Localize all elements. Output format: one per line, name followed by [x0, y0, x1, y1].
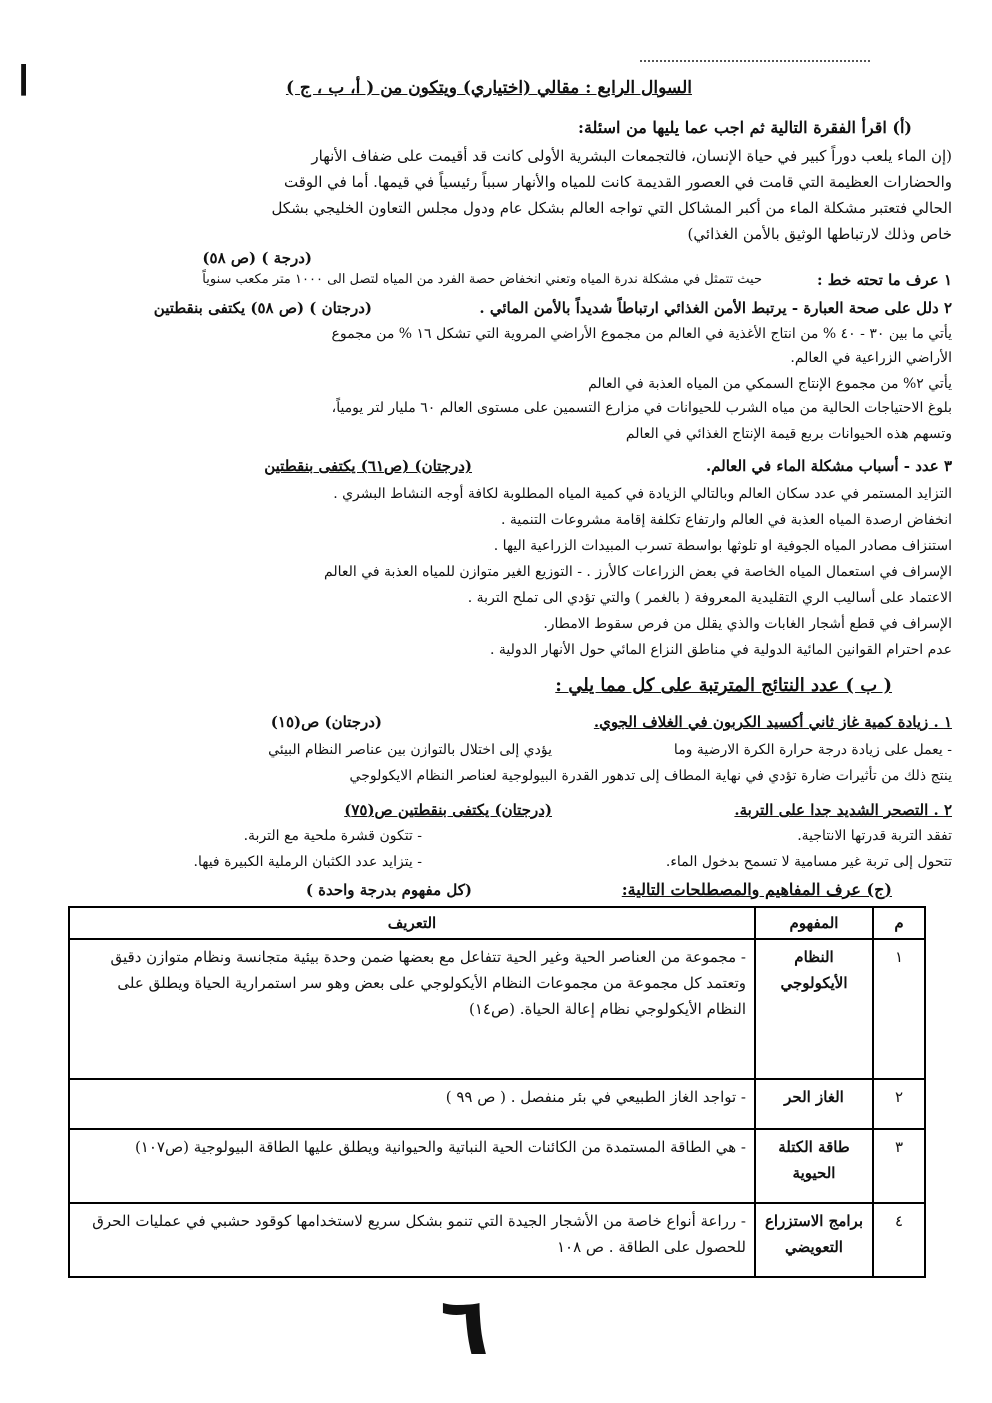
row-number: ٤ [873, 1203, 925, 1277]
b2-text: ٢ . التصحر الشديد جدا على التربة. [734, 801, 952, 819]
b2-answer: تتحول إلى تربة غير مسامية لا تسمح بدخول الماء. [665, 854, 952, 870]
q1-answer: حيث تتمثل في مشكلة ندرة المياه وتعني انخفاض حصة الفرد من المياه لتصل الى ١٠٠٠ متر مكعب سنوياً [202, 272, 762, 287]
b2-answer: - تتكون قشرة ملحية مع التربة. [243, 828, 422, 844]
table-row [69, 1129, 925, 1203]
q3-mark: (درجتان) (ص٦١) يكتفى بنقطتين [264, 457, 472, 475]
row-number: ٣ [873, 1129, 925, 1203]
row-number: ٢ [873, 1079, 925, 1129]
b2-answer: تفقد التربة قدرتها الانتاجية. [797, 828, 952, 844]
row-concept: الغاز الحر [755, 1079, 873, 1129]
row-definition: - رراعة أنواع خاصة من الأشجار الجيدة التي تنمو بشكل سريع لاستخدامها كوقود حشبي في عمليات الحرق للحصول على الطاقة . ص ١٠٨ [69, 1203, 755, 1277]
table-row [69, 939, 925, 1079]
page-number: ٦ [440, 1280, 489, 1373]
b1-answer: ينتج ذلك من تأثيرات ضارة تؤدي في نهاية المطاف إلى تدهور القدرة البيولوجية لعناصر النظام الايكولوجي [349, 768, 952, 784]
row-number: ١ [873, 939, 925, 1079]
row-concept: برامج الاستزراع التعويضي [755, 1203, 873, 1277]
q3-answer: الاعتماد على أساليب الري التقليدية المعروفة ( بالغمر ) والتي تؤدي الى تملح التربة . [467, 590, 952, 606]
paragraph-line: الحالي فتعتبر مشكلة الماء من أكبر المشاكل التي تواجه العالم بشكل عام ودول مجلس التعاون الخليجي بشكل [271, 199, 952, 217]
col-header-definition: التعريف [69, 907, 755, 939]
b1-answer: - يعمل على زيادة درجة حرارة الكرة الارضية وما [673, 742, 952, 758]
paragraph-line: والحضارات العظيمة التي قامت في العصور القديمة كانت للمياه والأنهار سبباً رئيسياً في قيمها. أما في الوقت [284, 173, 952, 191]
b2-mark: (درجتان) يكتفى بنقطتين ص(٧٥) [344, 801, 552, 819]
b1-text: ١ . زيادة كمية غاز ثاني أكسيد الكربون في الغلاف الجوي. [593, 713, 952, 731]
col-header-concept: المفهوم [755, 907, 873, 939]
table-header-row [69, 907, 925, 939]
q3-text: ٣ عدد - أسباب مشكلة الماء في العالم. [705, 457, 952, 475]
row-definition: - مجموعة من العناصر الحية وغير الحية تتفاعل مع بعضها ضمن وحدة بيئية متجانسة ونظام متوازن دقيق وتعتمد كل مجموعة من مجموعات النظام الأيكولوجي على بعض وهو سر استمرارية الحياة ويطلق على النظام الأيكولوجي نظام إعالة الحياة. (ص١٤) [69, 939, 755, 1079]
paragraph-line: خاص وذلك لارتباطها الوثيق بالأمن الغذائي) [687, 225, 952, 243]
paragraph-line: (إن الماء يلعب دوراً كبير في حياة الإنسان، فالتجمعات البشرية الأولى كانت قد أقيمت على ضفاف الأنهار [311, 147, 952, 165]
q3-answer: عدم احترام القوانين المائية الدولية في مناطق النزاع المائي حول الأنهار الدولية . [490, 642, 952, 658]
row-concept: طاقة الكتلة الحيوية [755, 1129, 873, 1203]
col-header-number: م [873, 907, 925, 939]
q2-answer: وتسهم هذه الحيوانات بربع قيمة الإنتاج الغذائي في العالم [625, 426, 952, 442]
q3-answer: الإسراف في استعمال المياه الخاصة في بعض الزراعات كالأرز . - التوزيع الغير متوازن للمياه العذبة في العالم [324, 564, 952, 580]
definitions-table [68, 906, 926, 1278]
q1-text: ١ عرف ما تحته خط : [816, 271, 952, 289]
question-title: السوال الرابع : مقالي (اختياري) ويتكون من ( أ، ب ، ج ) [285, 78, 692, 98]
q2-mark: (درجتان ) (ص ٥٨) يكتفى بنقطتين [153, 299, 372, 317]
section-a-prompt: (أ) اقرأ الفقرة التالية ثم اجب عما يليها من اسئلة: [578, 118, 912, 137]
section-b-title: ( ب ) عدد النتائج المترتبة على كل مما يلي : [555, 675, 892, 696]
scan-noise-divider [640, 60, 870, 62]
q2-answer: يأتي ٢% من مجموع الإنتاج السمكي من المياه العذبة في العالم [588, 376, 952, 392]
table-row [69, 1079, 925, 1129]
row-concept: النظام الأيكولوجي [755, 939, 873, 1079]
b1-answer: يؤدي إلى اختلال بالتوازن بين عناصر النظام البيئي [268, 742, 552, 758]
q1-mark: (درجة ) (ص ٥٨) [202, 249, 312, 267]
b2-answer: - يتزايد عدد الكثبان الرملية الكبيرة فيها. [193, 854, 422, 870]
section-c-mark: (كل مفهوم بدرجة واحدة ) [305, 881, 472, 899]
q2-answer: يأتي ما بين ٣٠ - ٤٠ % من انتاج الأغذية في العالم من مجموع الأراضي المروية التي تشكل ١٦ % من مجموع [331, 326, 952, 342]
row-definition: - تواجد الغاز الطبيعي في بئر منفصل . ( ص ٩٩ ) [69, 1079, 755, 1129]
margin-mark: ا [18, 58, 30, 105]
q3-answer: انخفاض ارصدة المياه العذبة في العالم وارتفاع تكلفة إقامة مشروعات التنمية . [501, 512, 952, 528]
b1-mark: (درجتان) ص(١٥) [270, 713, 382, 731]
q2-text: ٢ دلل على صحة العبارة - يرتبط الأمن الغذائي ارتباطاً شديداً بالأمن المائي . [479, 299, 952, 317]
q3-answer: التزايد المستمر في عدد سكان العالم وبالتالي الزيادة في كمية المياه المطلوبة لكافة أوجه النشاط البشري . [333, 486, 952, 502]
table-row [69, 1203, 925, 1277]
row-definition: - هي الطاقة المستمدة من الكائنات الحية النباتية والحيوانية ويطلق عليها الطاقة البيولوجية (ص١٠٧) [69, 1129, 755, 1203]
q3-answer: الإسراف في قطع أشجار الغابات والذي يقلل من فرص سقوط الامطار. [543, 616, 952, 632]
section-c-title: (ج) عرف المفاهيم والمصطلحات التالية: [621, 880, 892, 899]
q2-answer: الأراضي الزراعية في العالم. [790, 350, 952, 366]
q2-answer: بلوغ الاحتياجات الحالية من مياه الشرب للحيوانات في مزارع التسمين على مستوى العالم ٦٠ مليار لتر يومياً، [331, 400, 952, 416]
q3-answer: استنزاف مصادر المياه الجوفية او تلوثها بواسطة تسرب المبيدات الزراعية اليها . [493, 538, 952, 554]
